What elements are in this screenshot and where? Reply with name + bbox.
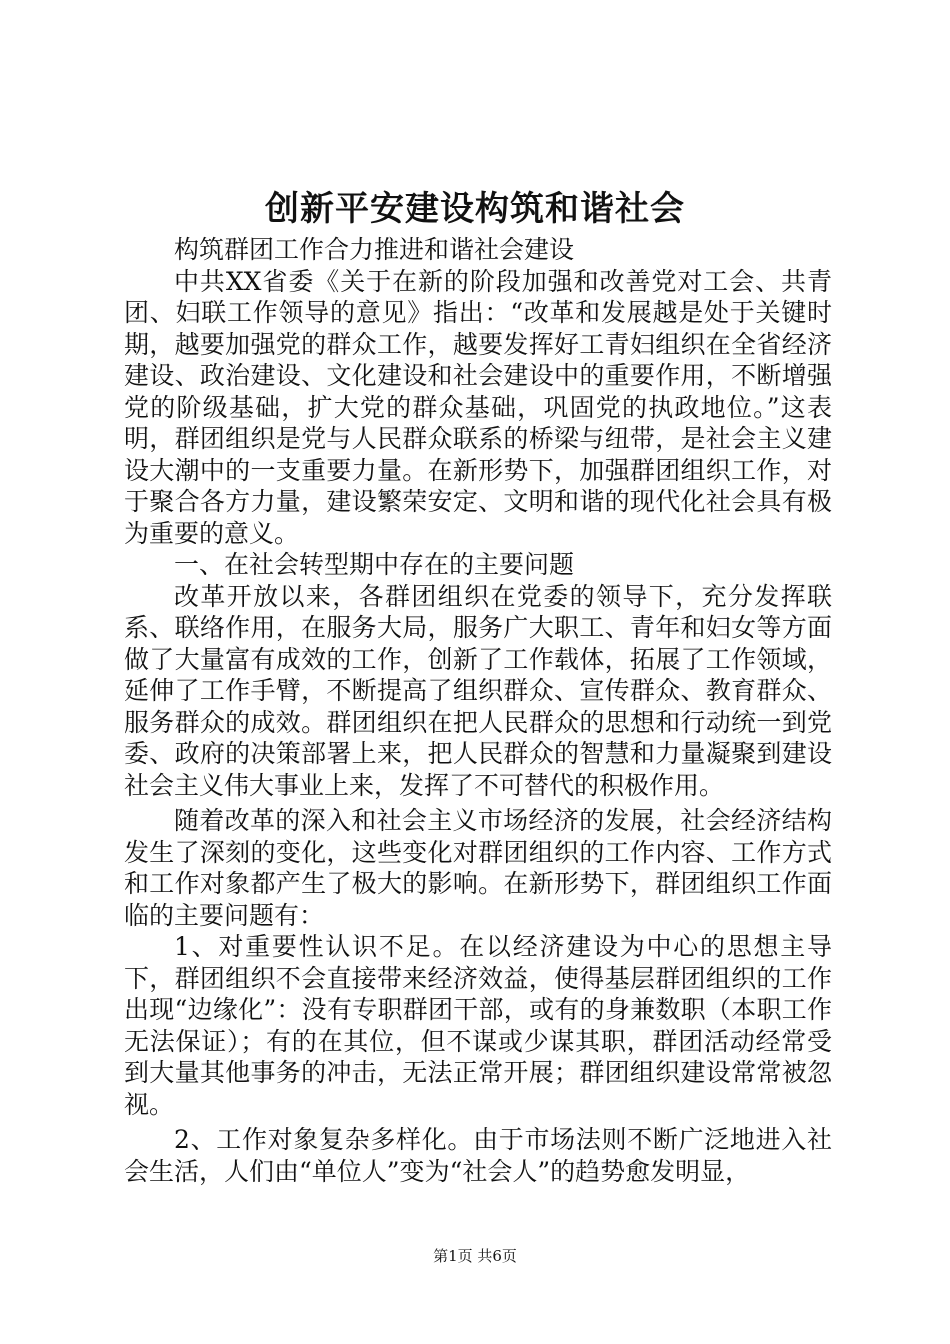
section-heading: 一、在社会转型期中存在的主要问题 bbox=[174, 550, 575, 579]
body-paragraph: 改革开放以来，各群团组织在党委的领导下，充分发挥联系、联络作用，在服务大局，服务广大职工、青年和妇女等方面做了大量富有成效的工作，创新了工作载体，拓展了工作领域，延伸了工作手臂，不断提高了组织群众、宣传群众、教育群众、服务群众的成效。群团组织在把人民群众的思想和行动统一到党委、政府的决策部署上来，把人民群众的智慧和力量凝聚到建设社会主义伟大事业上来，发挥了不可替代的积极作用。 bbox=[124, 581, 832, 800]
document-body bbox=[124, 234, 832, 1187]
page-footer: 第1页 共6页 bbox=[433, 1247, 517, 1265]
subtitle-paragraph: 构筑群团工作合力推进和谐社会建设 bbox=[174, 235, 575, 264]
list-item-paragraph: 2、工作对象复杂多样化。由于市场法则不断广泛地进入社会生活，人们由“单位人”变为“社会人”的趋势愈发明显， bbox=[124, 1125, 832, 1186]
body-paragraph: 随着改革的深入和社会主义市场经济的发展，社会经济结构发生了深刻的变化，这些变化对群团组织的工作内容、工作方式和工作对象都产生了极大的影响。在新形势下，群团组织工作面临的主要问题有： bbox=[124, 806, 832, 930]
body-paragraph: 中共XX省委《关于在新的阶段加强和改善党对工会、共青团、妇联工作领导的意见》指出：“改革和发展越是处于关键时期，越要加强党的群众工作，越要发挥好工青妇组织在全省经济建设、政治建设、文化建设和社会建设中的重要作用，不断增强党的阶级基础，扩大党的群众基础，巩固党的执政地位。”这表明，群团组织是党与人民群众联系的桥梁与纽带，是社会主义建设大潮中的一支重要力量。在新形势下，加强群团组织工作，对于聚合各方力量，建设繁荣安定、文明和谐的现代化社会具有极为重要的意义。 bbox=[124, 266, 832, 548]
document-title: 创新平安建设构筑和谐社会 bbox=[265, 189, 685, 229]
list-item-paragraph: 1、对重要性认识不足。在以经济建设为中心的思想主导下，群团组织不会直接带来经济效益，使得基层群团组织的工作出现“边缘化”：没有专职群团干部，或有的身兼数职（本职工作无法保证）；有的在其位，但不谋或少谋其职，群团活动经常受到大量其他事务的冲击，无法正常开展；群团组织建设常常被忽视。 bbox=[124, 932, 832, 1119]
